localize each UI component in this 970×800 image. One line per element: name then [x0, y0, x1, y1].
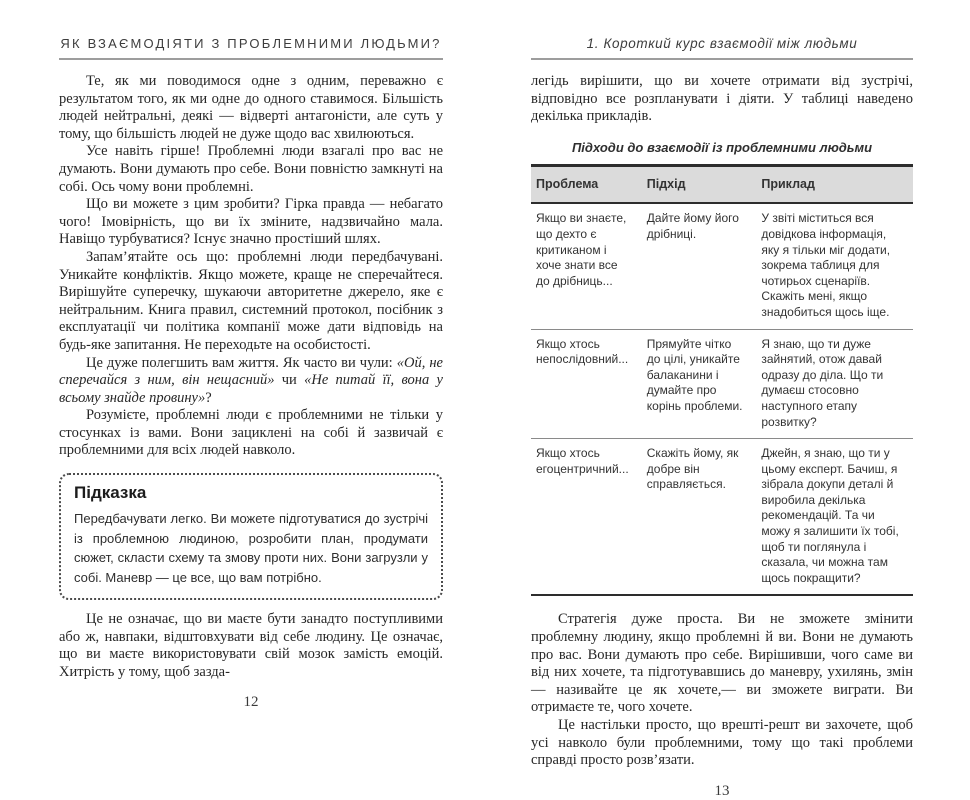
cell-approach: Прямуйте чітко до цілі, уникайте балаканини і думайте про корінь проблеми. [642, 329, 757, 439]
cell-example: У звіті міститься вся довідкова інформація, яку я тільки міг додати, зокрема таблиця для чотирьох сценаріїв. Скажіть мені, якщо знадобиться щось іще. [756, 203, 913, 329]
left-body-text [59, 73, 443, 460]
right-page-number: 13 [714, 782, 730, 799]
quote-tail-text: ? [205, 389, 212, 406]
column-header-problem: Проблема [531, 165, 642, 203]
paragraph: Що ви можете з цим зробити? Гірка правда — небагато чого! Імовірність, що ви їх зміните, надзвичайно мала. Навіщо турбуватися? Існує значно простіший шлях. [59, 196, 443, 248]
hint-box [59, 473, 443, 600]
left-running-head: ЯК ВЗАЄМОДІЯТИ З ПРОБЛЕМНИМИ ЛЮДЬМИ? [59, 0, 443, 60]
column-header-example: Приклад [756, 165, 913, 203]
table-row [531, 439, 913, 596]
table-caption: Підходи до взаємодії із проблемними людьми [571, 139, 873, 155]
right-intro-text [531, 73, 913, 126]
quote-lead-text: Це дуже полегшить вам життя. Як часто ви чули: [86, 354, 397, 371]
quoted-phrase: «Ой, не сперечайся з ним, він нещасний» [59, 354, 443, 389]
cell-problem: Якщо ви знаєте, що дехто є критиканом і хоче знати все до дрібниць... [531, 203, 642, 329]
paragraph-with-quotes [59, 355, 443, 408]
paragraph: Те, як ми поводимося одне з одним, переважно є результатом того, як ми одне до одного ставимося. Більшість людей нейтральні, деякі — відверті антагоністи, але суть у тому, що більшість людей не дуже щодо вас хвилюються. [59, 73, 443, 142]
cell-problem: Якщо хтось непослідовний... [531, 329, 642, 439]
cell-approach: Дайте йому його дрібниці. [642, 203, 757, 329]
quote-connector: чи [274, 372, 305, 389]
left-page-number: 12 [243, 694, 259, 711]
cell-approach: Скажіть йому, як добре він справляється. [646, 446, 739, 492]
table-row [531, 329, 913, 439]
table-header-row [531, 165, 913, 203]
left-page [59, 0, 443, 711]
paragraph: Запам’ятайте ось що: проблемні люди передбачувані. Уникайте конфліктів. Якщо можете, краще не сперечайтеся. Вирішуйте суперечку, шукаючи авторитетне джерело, яке є нейтральним. Книга правил, системний протокол, посібник з експлуатації чи політика компанії може дати відповідь на будь-яке запитання. Не переходьте на особистості. [59, 248, 443, 353]
hint-box-title: Підказка [74, 483, 147, 503]
paragraph: Усе навіть гірше! Проблемні люди взагалі про вас не думають. Вони думають про себе. Вони повністю замкнуті на собі. Ось чому вони проблемні. [59, 143, 443, 195]
hint-box-body: Передбачувати легко. Ви можете підготуватися до зустрічі із проблемною людиною, розробити план, продумати сюжет, скласти схему та змову проти них. Вони загрузли у собі. Маневр — це все, що вам потрібно. [74, 511, 428, 585]
approaches-table [531, 164, 913, 597]
cell-example: Я знаю, що ти дуже зайнятий, отож давай одразу до діла. Що ти думаєш стосовно наступного етапу розвитку? [756, 329, 913, 439]
paragraph: Це настільки просто, що врешті-решт ви захочете, щоб усі навколо були проблемними, тому що такі проблеми справді просто розв’язати. [531, 717, 913, 769]
cell-problem: Якщо хтось егоцентричний... [536, 446, 629, 476]
right-running-head: 1. Короткий курс взаємодії між людьми [531, 0, 913, 60]
paragraph-continuation: легідь вирішити, що ви хочете отримати від зустрічі, відповідно все розпланувати і діяти. У таблиці наведено декілька прикладів. [531, 73, 913, 125]
table-row [531, 203, 913, 329]
quoted-phrase: «Не питай її, вона у всьому знайде провину» [59, 372, 443, 406]
right-page [531, 0, 913, 800]
paragraph: Розумієте, проблемні люди є проблемними не тільки у стосунках із вами. Вони зациклені на собі й зазвичай є проблемними для всіх людей навколо. [59, 407, 443, 459]
cell-example: Джейн, я знаю, що ти у цьому експерт. Бачиш, я зібрала докупи деталі й виробила декілька рекомендацій. Та чи можу я залишити їх тобі, щоб ти поглянула і сказала, чи можна там щось покращити? [761, 446, 899, 585]
paragraph: Це не означає, що ви маєте бути занадто поступливими або ж, навпаки, відштовхувати від себе людину. Це означає, що ви маєте використовувати свій мозок замість емоцій. Хитрість у тому, щоб зазда- [59, 611, 443, 680]
paragraph: Стратегія дуже проста. Ви не зможете змінити проблемну людину, якщо проблемні й ви. Вони не думають про вас. Вони думають про себе. Вирішивши, чого саме ви від них хочете, та підготувавшись до маневру, ухилянь, змін — називайте це як хочете,— ви зможете виграти. Ви отримаєте те, чого хочете. [531, 611, 913, 716]
left-body-text-after-box [59, 611, 443, 681]
column-header-approach: Підхід [642, 165, 757, 203]
